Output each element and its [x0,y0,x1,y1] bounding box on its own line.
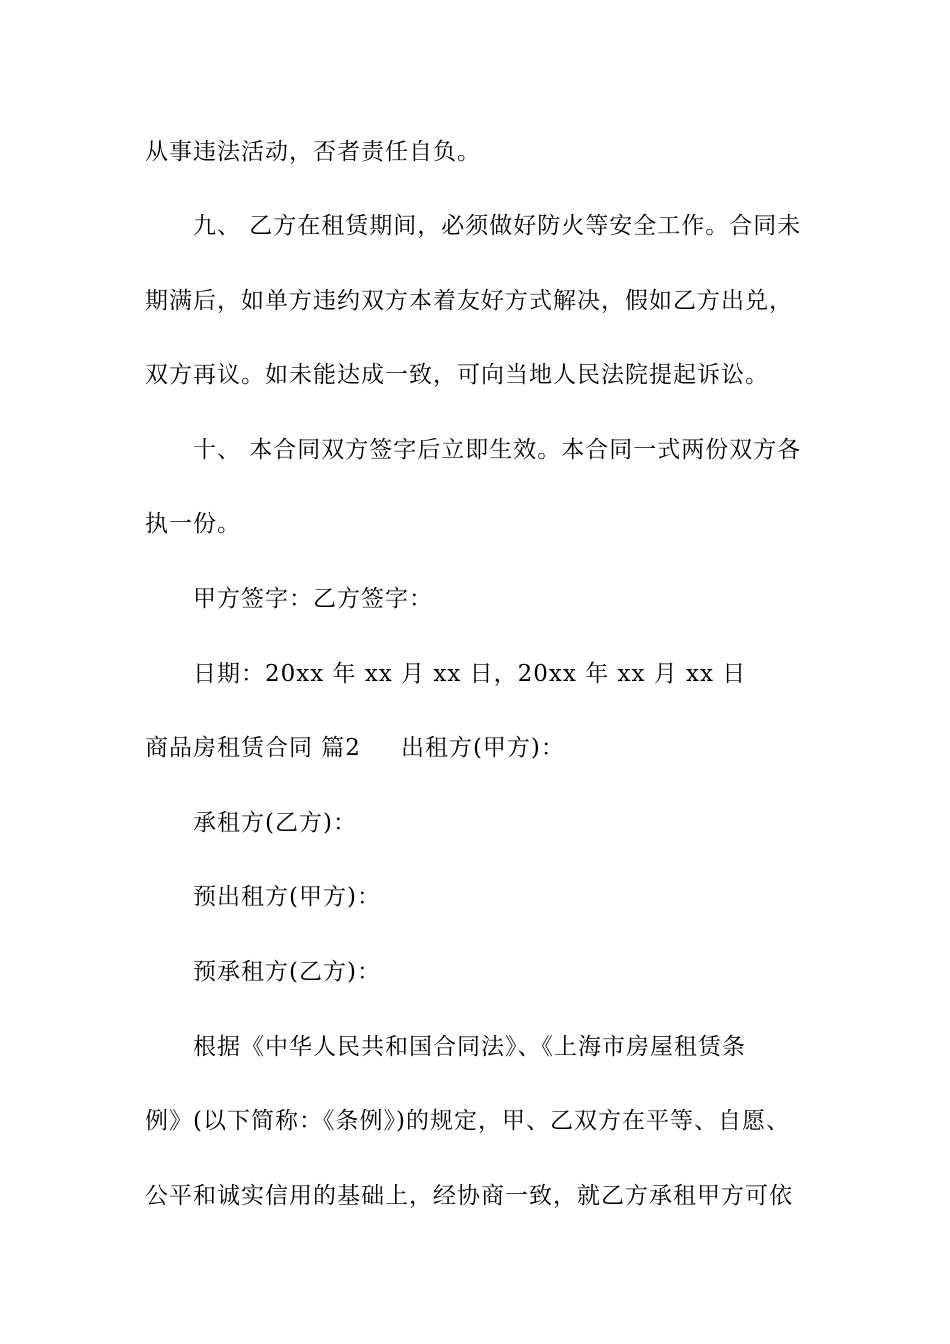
clause-ten-line: 十、 本合同双方签字后立即生效。本合同一式两份双方各 [193,437,802,463]
section-heading-line [145,733,565,763]
paragraph-line: 根据《中华人民共和国合同法》、《上海市房屋租赁条 [193,1034,746,1060]
paragraph-line: 从事违法活动，否者责任自负。 [145,139,481,165]
paragraph-line: 期满后，如单方违约双方本着友好方式解决，假如乙方出兑， [145,288,793,314]
date-line: 日期：20xx 年 xx 月 xx 日，20xx 年 xx 月 xx 日 [193,661,747,687]
paragraph-line: 例》(以下简称：《条例》)的规定，甲、乙双方在平等、自愿、 [145,1108,790,1134]
lessor-label: 出租方(甲方)： [400,735,565,761]
paragraph-line: 公平和诚实信用的基础上，经协商一致，就乙方承租甲方可依 [145,1183,793,1209]
clause-nine-line: 九、 乙方在租赁期间，必须做好防火等安全工作。合同未 [193,213,802,239]
paragraph-line: 双方再议。如未能达成一致，可向当地人民法院提起诉讼。 [145,362,769,388]
pre-lessor-label: 预出租方(甲方)： [193,884,381,910]
paragraph-line: 执一份。 [145,511,241,537]
section-title: 商品房租赁合同 篇2 [145,735,361,761]
lessee-label: 承租方(乙方)： [193,810,357,836]
signature-line: 甲方签字：乙方签字： [193,586,433,612]
pre-lessee-label: 预承租方(乙方)： [193,959,381,985]
